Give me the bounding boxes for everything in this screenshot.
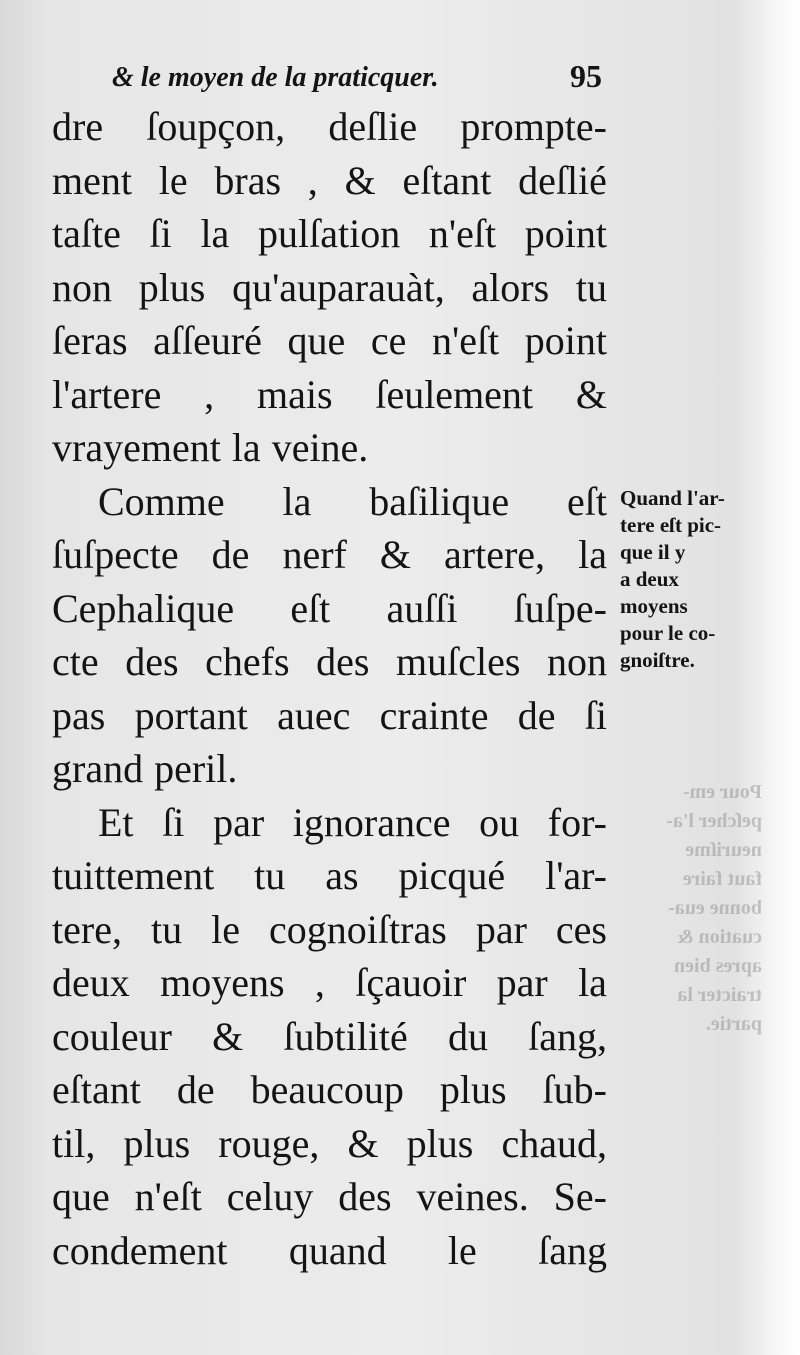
word: des (316, 639, 370, 684)
text-line (52, 635, 607, 689)
word: le (447, 1227, 477, 1273)
word: chefs (205, 639, 290, 684)
text-line (52, 100, 607, 154)
word: as (325, 853, 359, 898)
word: par (496, 960, 548, 1005)
word: le (211, 906, 241, 952)
text-line (52, 1224, 607, 1278)
word: vrayement (52, 425, 221, 470)
text-line (52, 368, 607, 422)
text-line (52, 689, 607, 743)
text-line (52, 742, 607, 796)
word: ment (52, 157, 132, 203)
word: rouge, (218, 1120, 320, 1166)
word: ſi (149, 211, 172, 256)
page-number: 95 (570, 58, 602, 94)
marginal-note-line: a deux (620, 567, 679, 591)
word: prompte- (460, 104, 607, 149)
word: ſubtilité (283, 1013, 408, 1059)
show-through-line: bonne eua- (668, 897, 762, 919)
word: plus (138, 264, 206, 310)
running-title: & le moyen de la praticquer. (112, 62, 439, 93)
word: n'eſt (431, 318, 500, 363)
word: la (200, 211, 230, 256)
text-line (52, 903, 607, 957)
text-line (52, 421, 607, 475)
word: Cephalique (52, 585, 235, 631)
word: ignorance (292, 799, 451, 845)
word: ſoupçon, (146, 104, 286, 149)
word: pas (52, 692, 106, 738)
word: Se- (553, 1174, 607, 1219)
word: la (578, 532, 607, 577)
word: ſuſpe- (513, 585, 607, 631)
word: & (347, 1120, 379, 1166)
word: tere, (52, 906, 122, 952)
word: ſang, (528, 1013, 607, 1059)
word: eſtant (402, 157, 492, 203)
text-line (52, 261, 607, 315)
word: la (231, 425, 261, 470)
word: peril. (154, 746, 238, 791)
word: alors (471, 264, 550, 310)
word: plus (123, 1120, 191, 1166)
word: picqué (398, 853, 506, 898)
word: deſlie (328, 104, 418, 149)
word: ſub- (542, 1067, 607, 1112)
text-line (52, 956, 607, 1010)
marginal-note-line: Quand l'ar- (620, 486, 725, 510)
show-through-line: cuation & (677, 926, 762, 948)
word: ſang (538, 1227, 607, 1273)
show-through-line: traicter la (677, 984, 762, 1006)
word: for- (547, 799, 607, 845)
word: & (344, 157, 376, 203)
word: cte (52, 639, 99, 684)
word: tu (150, 906, 183, 952)
word: nerf (282, 532, 347, 577)
word: muſcles (396, 639, 521, 684)
word: pulſation (257, 211, 401, 256)
word: des (125, 639, 179, 684)
word: plus (439, 1067, 507, 1112)
text-line (52, 207, 607, 261)
marginal-note-line: gnoiſtre. (620, 648, 695, 672)
word: non (52, 264, 112, 310)
word: par (475, 906, 527, 952)
word: cognoiſtras (269, 906, 447, 952)
word: du (447, 1013, 488, 1059)
word: par (213, 799, 265, 845)
word: quand (288, 1227, 387, 1273)
text-line (52, 1063, 607, 1117)
word: ſi (162, 799, 185, 845)
word: eſtant (52, 1067, 141, 1112)
word: la (282, 478, 312, 524)
word: , (307, 157, 318, 203)
body-text (52, 100, 607, 1277)
word: aſſeuré (153, 318, 262, 363)
word: ce (370, 318, 407, 363)
word: & (575, 371, 607, 417)
marginal-note-line: tere eſt pic- (620, 513, 722, 537)
word: point (524, 318, 607, 363)
word: baſilique (369, 478, 510, 524)
word: celuy (226, 1174, 314, 1219)
text-line (52, 1170, 607, 1224)
word: l'ar- (545, 853, 607, 898)
word: ſeras (52, 318, 128, 363)
text-line (52, 1010, 607, 1064)
word: ſi (584, 692, 607, 738)
marginal-note-line: moyens (620, 594, 688, 618)
word: que (287, 318, 346, 363)
word: auec (277, 692, 351, 738)
word: Comme (98, 478, 225, 524)
word: point (524, 211, 607, 256)
word: & (212, 1013, 244, 1059)
word: grand (52, 746, 144, 791)
word: portant (134, 692, 248, 738)
word: tu (575, 264, 607, 310)
marginal-note-line: que il y (620, 540, 686, 564)
word: veines. (416, 1174, 529, 1219)
word: dre (52, 104, 104, 149)
text-line (52, 849, 607, 903)
word: tuittement (52, 853, 215, 898)
word: & (379, 532, 411, 577)
text-line (52, 314, 607, 368)
word: l'artere (52, 371, 162, 417)
word: de (517, 692, 556, 738)
word: ces (555, 906, 607, 952)
show-through-line: Pour em- (682, 781, 762, 803)
show-through-line: partie. (705, 1013, 762, 1035)
running-head (112, 58, 602, 98)
word: ſeulement (375, 371, 534, 417)
word: mais (256, 371, 333, 417)
word: eſt (290, 585, 331, 631)
word: n'eſt (134, 1174, 202, 1219)
show-through-line: faut faire (682, 868, 762, 890)
show-through-marginal-note (622, 778, 762, 1039)
word: tu (254, 853, 286, 898)
word: crainte (379, 692, 489, 738)
text-line (52, 475, 607, 529)
word: de (176, 1067, 215, 1112)
word: , (314, 960, 325, 1005)
word: ſuſpecte (52, 532, 179, 577)
word: moyens (160, 960, 285, 1005)
word: artere, (444, 532, 546, 577)
word: couleur (52, 1013, 172, 1059)
word: qu'auparauàt, (232, 264, 445, 310)
word: deſlié (518, 157, 607, 203)
word: veine. (271, 425, 369, 470)
marginal-note-line: pour le co- (620, 621, 716, 645)
word: auſſi (386, 585, 458, 631)
word: le (158, 157, 188, 203)
word: , (204, 371, 215, 417)
word: de (211, 532, 250, 577)
word: eſt (567, 478, 607, 524)
show-through-line: peſcher l'a- (666, 810, 762, 832)
word: des (338, 1174, 392, 1219)
word: til, (52, 1120, 96, 1166)
word: deux (52, 960, 130, 1005)
text-line (52, 582, 607, 636)
word: non (547, 639, 607, 684)
text-line (52, 1117, 607, 1171)
word: beaucoup (250, 1067, 404, 1112)
marginal-note (620, 485, 770, 674)
word: plus (406, 1120, 474, 1166)
word: la (578, 960, 607, 1005)
show-through-line: neuriſme (685, 839, 762, 861)
text-line (52, 796, 607, 850)
word: Et (98, 799, 134, 845)
word: taſte (52, 211, 121, 256)
word: condement (52, 1227, 228, 1273)
word: ſçauoir (355, 960, 467, 1005)
word: bras (214, 157, 282, 203)
word: que (52, 1174, 110, 1219)
text-line (52, 528, 607, 582)
word: ou (479, 799, 520, 845)
word: chaud, (501, 1120, 607, 1166)
word: n'eſt (428, 211, 497, 256)
show-through-line: apres bien (674, 955, 762, 977)
text-line (52, 154, 607, 208)
